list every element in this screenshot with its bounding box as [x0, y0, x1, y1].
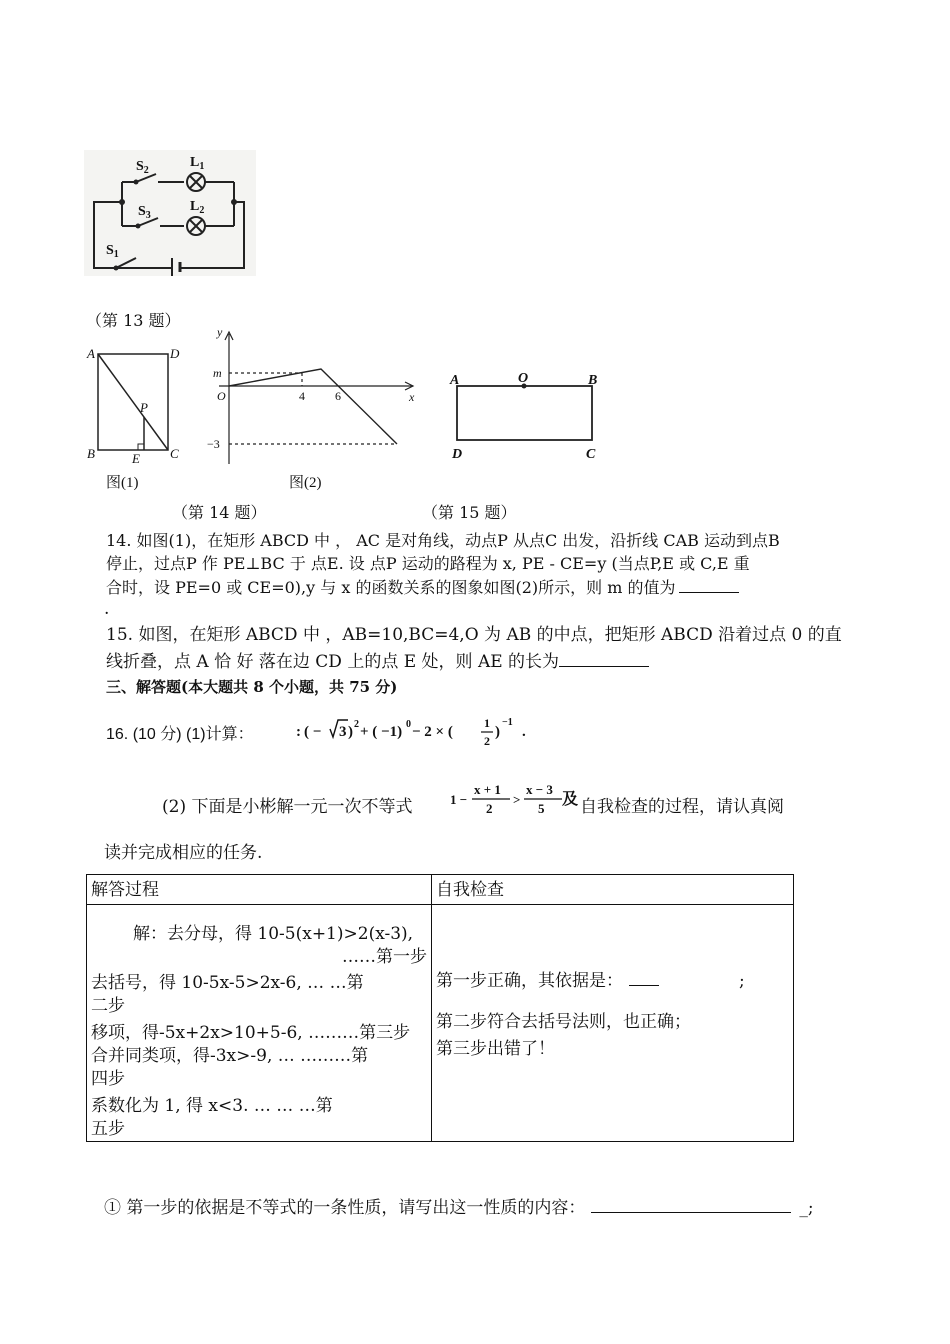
formula-exp1: 2 [354, 719, 359, 730]
task-1-answer-blank[interactable] [591, 1196, 791, 1213]
ineq-ji: 及 [562, 791, 579, 808]
formula-frac-den: 2 [484, 734, 490, 748]
point-d: D [170, 346, 180, 361]
q15-line-2: 线折叠，点 A 恰 好 落在边 CD 上的点 E 处，则 AE 的长为 [106, 650, 649, 673]
step-line: 系数化为 1, 得 x<3. … … …第 [91, 1096, 333, 1116]
point-p: P [140, 400, 148, 415]
formula-frac-num: 1 [484, 716, 490, 730]
l1-label: $L_1$ [190, 155, 205, 172]
q16-part2-suffix: 自我检查的过程，请认真阅 [580, 797, 784, 817]
q15-point-c: C [586, 447, 596, 462]
q15-point-o: O [518, 371, 529, 386]
formula-exp3: −1 [502, 717, 513, 728]
q15-line-1: 15. 如图，在矩形 ABCD 中 ，AB=10,BC=4,O 为 AB 的中点，把矩形 ABCD 沿着过点 0 的直 [106, 625, 842, 645]
formula-plus: + ( −1) [360, 724, 403, 740]
q13-caption: （第 13 题） [86, 311, 181, 330]
check-line-3: 第三步出错了！ [436, 1039, 555, 1059]
q14-line-2: 停止，过点P 作 PE⊥BC 于 点E. 设 点P 运动的路程为 x, PE - CE=y (当点P,E 或 C,E 重 [106, 554, 750, 573]
tick-neg3: −3 [207, 437, 220, 451]
q15-point-a: A [450, 373, 460, 388]
q15-caption: （第 15 题） [422, 503, 517, 522]
self-check-cell [432, 905, 794, 1142]
formula-exp2: 0 [406, 719, 411, 730]
ineq-num2: x − 3 [526, 782, 553, 797]
q14-caption: （第 14 题） [172, 503, 267, 522]
formula-term1-open: ( − [304, 724, 322, 740]
q16-formula [296, 712, 546, 752]
point-c: C [170, 446, 179, 461]
ineq-gt: > [513, 792, 521, 807]
check-line-2: 第二步符合去括号法则，也正确； [436, 1012, 691, 1032]
point-e: E [132, 451, 140, 466]
step-line: ……第一步 [342, 947, 427, 967]
q16-part2-line2: 读并完成相应的任务. [104, 843, 263, 863]
ineq-den1: 2 [486, 801, 493, 816]
step-line: 五步 [91, 1119, 125, 1139]
formula-end: . [522, 724, 526, 740]
axis-y-label: y [217, 326, 223, 339]
solution-steps-cell [87, 905, 432, 1142]
q15-figure [448, 370, 608, 462]
point-b: B [87, 446, 95, 461]
check-basis-blank[interactable] [629, 969, 659, 986]
q15-point-d: D [452, 447, 463, 462]
circuit-figure [84, 150, 256, 276]
formula-close: ) [495, 724, 500, 740]
formula-term1-close: ) [348, 724, 353, 740]
q16-part1-prefix: 16. (10 分) (1)计算： [106, 726, 254, 743]
q15-answer-blank[interactable] [559, 650, 649, 667]
step-line: 四步 [91, 1069, 125, 1089]
tick-4: 4 [299, 389, 305, 403]
q14-figure-2-graph [205, 326, 425, 468]
tick-6: 6 [335, 389, 341, 403]
s1-label: $S_1$ [106, 243, 119, 260]
l2-label: $L_2$ [190, 199, 205, 216]
solution-table [86, 874, 794, 1142]
ineq-den2: 5 [538, 801, 545, 816]
ineq-num1: x + 1 [474, 782, 501, 797]
task-1: ① 第一步的依据是不等式的一条性质，请写出这一性质的内容： _; [104, 1198, 814, 1218]
q15-point-b: B [588, 373, 598, 388]
tick-m: m [213, 366, 222, 380]
step-line: 合并同类项，得-3x>-9, … ………第 [91, 1046, 369, 1066]
axis-x-label: x [409, 390, 415, 404]
section-3-heading: 三、解答题(本大题共 8 个小题，共 75 分) [106, 678, 398, 696]
step-line: 二步 [91, 996, 125, 1016]
figure-1-caption: 图(1) [106, 475, 139, 491]
step-line: 解：去分母，得 10-5(x+1)>2(x-3), [133, 924, 414, 944]
step-line: 移项，得-5x+2x>10+5-6, ………第三步 [91, 1023, 411, 1043]
origin-label: O [217, 389, 226, 403]
figure-2-caption: 图(2) [289, 475, 322, 491]
table-header-left: 解答过程 [87, 875, 432, 905]
formula-minus2x: − 2 × ( [412, 724, 453, 740]
q16-inequality [448, 780, 580, 820]
q14-figure-1 [84, 342, 184, 467]
formula-sqrt-arg: 3 [339, 724, 347, 740]
check-line-1: 第一步正确，其依据是： ; [436, 971, 745, 991]
formula-colon: : [296, 724, 301, 740]
step-line: 去括号，得 10-5x-5>2x-6, … …第 [91, 973, 364, 993]
q14-line-3: 合时，设 PE=0 或 CE=0),y 与 x 的函数关系的图象如图(2)所示，则 m 的值为 [106, 576, 739, 599]
s2-label: $S_2$ [136, 159, 149, 176]
s3-label: $S_3$ [138, 204, 151, 221]
q14-answer-blank[interactable] [679, 576, 739, 593]
q14-line-1: 14. 如图(1)，在矩形 ABCD 中 ， AC 是对角线，动点P 从点C 出发，沿折线 CAB 运动到点B [106, 531, 780, 550]
ineq-one-minus: 1 − [450, 792, 468, 807]
q16-part2-prefix: (2) 下面是小彬解一元一次不等式 [162, 797, 413, 817]
table-header-right: 自我检查 [432, 875, 794, 905]
point-a: A [87, 346, 95, 361]
q14-line-4: . [104, 599, 110, 619]
